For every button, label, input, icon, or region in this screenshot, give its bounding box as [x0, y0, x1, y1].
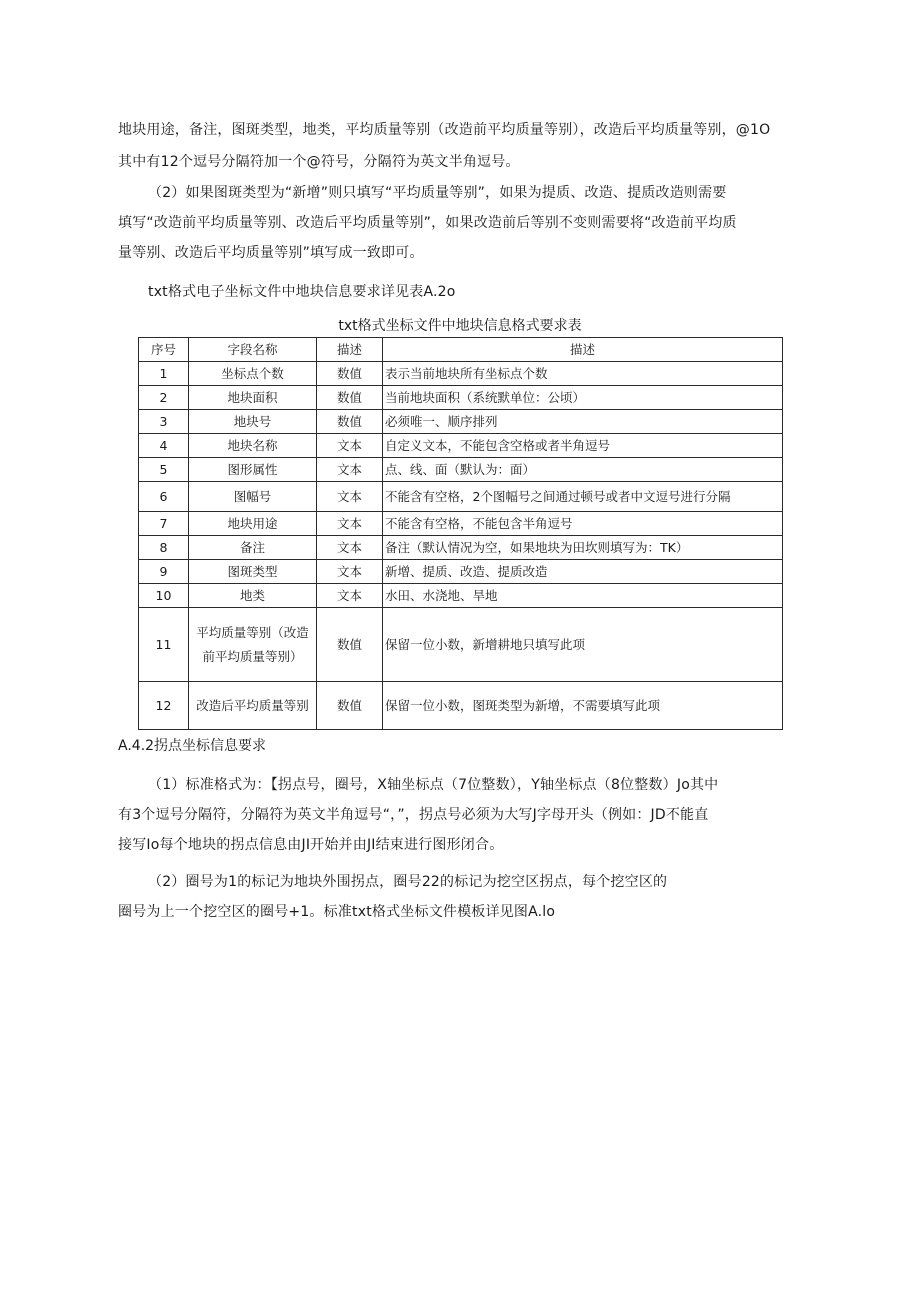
- row-type: 数值: [317, 410, 383, 434]
- row-type: 文本: [317, 536, 383, 560]
- row-index: 6: [139, 482, 189, 512]
- row-index: 3: [139, 410, 189, 434]
- row-index: 8: [139, 536, 189, 560]
- paragraph-line: 圈号为上一个挖空区的圈号+1。标准txt格式坐标文件模板详见图A.lo: [118, 904, 556, 920]
- row-description: 备注（默认情况为空，如果地块为田坎则填写为：TK）: [383, 536, 783, 560]
- table-row: [139, 682, 783, 730]
- row-field-name: 坐标点个数: [189, 362, 317, 386]
- row-description: 水田、水浇地、旱地: [383, 584, 783, 608]
- header-index: 序号: [139, 338, 189, 362]
- row-index: 11: [139, 608, 189, 682]
- paragraph-line: 地块用途，备注，图斑类型，地类，平均质量等别（改造前平均质量等别），改造后平均质量等别，@1O: [118, 122, 771, 138]
- table-row: [139, 584, 783, 608]
- header-field-name: 字段名称: [189, 338, 317, 362]
- row-type: 数值: [317, 608, 383, 682]
- row-field-name: 图幅号: [189, 482, 317, 512]
- table-row: [139, 608, 783, 682]
- row-index: 9: [139, 560, 189, 584]
- row-description: 点、线、面（默认为：面）: [383, 458, 783, 482]
- row-description: 表示当前地块所有坐标点个数: [383, 362, 783, 386]
- row-field-name: 图斑类型: [189, 560, 317, 584]
- row-type: 文本: [317, 512, 383, 536]
- row-description: 不能含有空格，不能包含半角逗号: [383, 512, 783, 536]
- row-description: 保留一位小数，新增耕地只填写此项: [383, 608, 783, 682]
- row-field-name: 改造后平均质量等别: [189, 682, 317, 730]
- paragraph-line: 其中有12个逗号分隔符加一个@符号，分隔符为英文半角逗号。: [118, 154, 520, 170]
- row-field-name: 地块用途: [189, 512, 317, 536]
- table-row: [139, 560, 783, 584]
- table-row: [139, 386, 783, 410]
- row-field-name: 备注: [189, 536, 317, 560]
- row-description: 当前地块面积（系统默单位：公顷）: [383, 386, 783, 410]
- row-type: 文本: [317, 458, 383, 482]
- row-type: 文本: [317, 560, 383, 584]
- row-type: 数值: [317, 386, 383, 410]
- row-index: 12: [139, 682, 189, 730]
- table-reference-line: txt格式电子坐标文件中地块信息要求详见表A.2o: [148, 284, 456, 300]
- table-row: [139, 434, 783, 458]
- row-type: 数值: [317, 362, 383, 386]
- row-description: 不能含有空格，2个图幅号之间通过顿号或者中文逗号进行分隔: [383, 482, 783, 512]
- table-row: [139, 362, 783, 386]
- table-caption: txt格式坐标文件中地块信息格式要求表: [338, 318, 582, 334]
- row-type: 数值: [317, 682, 383, 730]
- paragraph-line: （1）标准格式为：【拐点号，圈号，X轴坐标点（7位整数），Y轴坐标点（8位整数）Jo其中: [148, 777, 719, 793]
- row-type: 文本: [317, 584, 383, 608]
- row-field-name: 地块面积: [189, 386, 317, 410]
- row-index: 4: [139, 434, 189, 458]
- paragraph-line: （2）如果图斑类型为“新增”则只填写“平均质量等别”，如果为提质、改造、提质改造则需要: [148, 185, 727, 201]
- paragraph-line: 填写“改造前平均质量等别、改造后平均质量等别”，如果改造前后等别不变则需要将“改造前平均质: [118, 215, 737, 231]
- row-description: 自定义文本，不能包含空格或者半角逗号: [383, 434, 783, 458]
- table-header-row: [139, 338, 783, 362]
- row-type: 文本: [317, 482, 383, 512]
- row-type: 文本: [317, 434, 383, 458]
- table-row: [139, 458, 783, 482]
- row-field-name: 平均质量等别（改造前平均质量等别）: [189, 608, 317, 682]
- row-index: 1: [139, 362, 189, 386]
- row-index: 2: [139, 386, 189, 410]
- table-row: [139, 482, 783, 512]
- row-field-name: 图形属性: [189, 458, 317, 482]
- row-description: 保留一位小数，图斑类型为新增，不需要填写此项: [383, 682, 783, 730]
- section-heading: A.4.2拐点坐标信息要求: [118, 738, 267, 754]
- table-row: [139, 410, 783, 434]
- field-requirements-table: [138, 337, 783, 730]
- row-description: 新增、提质、改造、提质改造: [383, 560, 783, 584]
- table-row: [139, 512, 783, 536]
- row-index: 5: [139, 458, 189, 482]
- paragraph-line: 接写Io每个地块的拐点信息由JI开始并由JI结束进行图形闭合。: [118, 837, 504, 853]
- table-row: [139, 536, 783, 560]
- paragraph-line: 量等别、改造后平均质量等别”填写成一致即可。: [118, 245, 424, 261]
- paragraph-line: 有3个逗号分隔符，分隔符为英文半角逗号“，”，拐点号必须为大写J字母开头（例如：JD不能直: [118, 807, 709, 823]
- row-field-name: 地类: [189, 584, 317, 608]
- row-description: 必须唯一、顺序排列: [383, 410, 783, 434]
- header-type: 描述: [317, 338, 383, 362]
- row-index: 7: [139, 512, 189, 536]
- header-description: 描述: [383, 338, 783, 362]
- row-field-name: 地块名称: [189, 434, 317, 458]
- row-index: 10: [139, 584, 189, 608]
- paragraph-line: （2）圈号为1的标记为地块外围拐点，圈号22的标记为挖空区拐点，每个挖空区的: [148, 874, 668, 890]
- row-field-name: 地块号: [189, 410, 317, 434]
